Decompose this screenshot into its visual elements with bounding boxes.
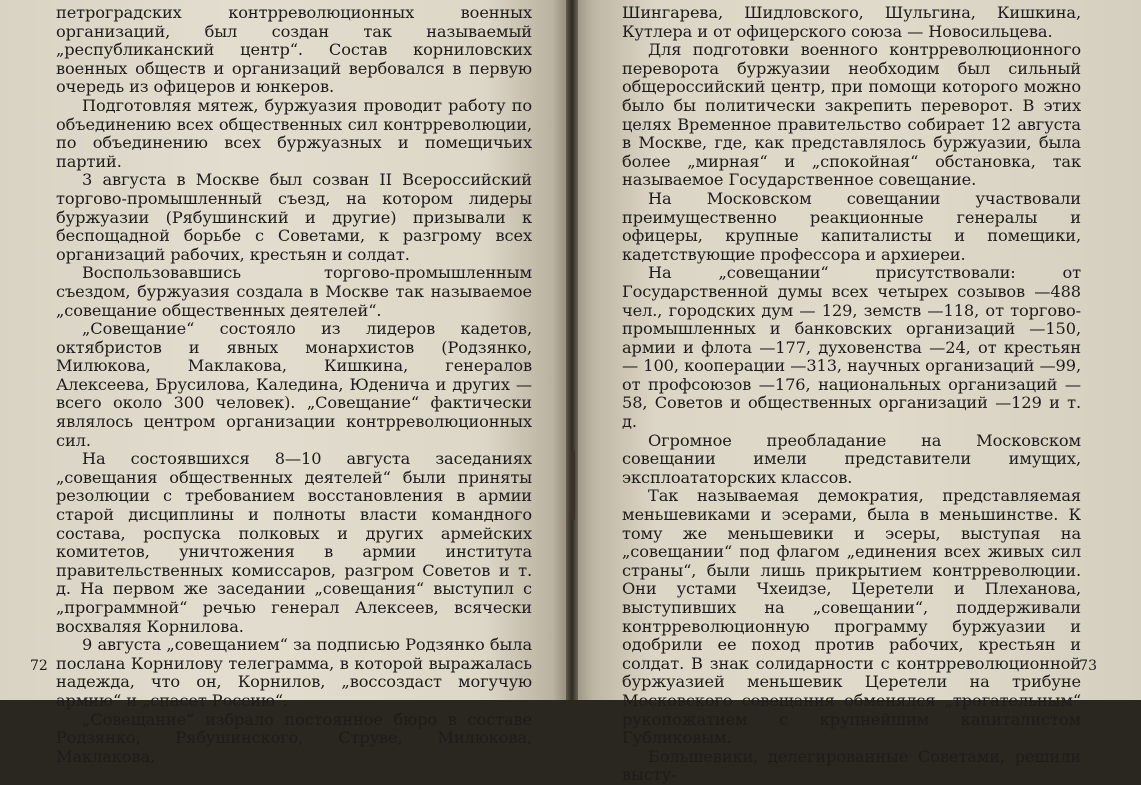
paragraph: Большевики, делегированные Советами, решили высту- [622, 746, 1081, 785]
paragraph: Так называемая демократия, представляемая меньшевиками и эсерами, была в меньшинстве. К тому же меньшевики и эсеры, выступая на „совещании“ под флагом „единения всех живых сил страны“, были лишь прикрытием контрреволюции. Они устами Чхеидзе, Церетели и Плеханова, выступивших на „совещании“, поддерживали контрреволюционную программу буржуазии и одобрили ее поход против рабочих, крестьян и солдат. В знак солидарности с контрреволюционной буржуазией меньшевик Церетели на трибуне Московского совещания обменялся „трогательным“ рукопожатием с крупнейшим капиталистом Губликовым. [622, 486, 1081, 748]
paragraph: Воспользовавшись торгово-промышленным съездом, буржуазия создала в Москве так называемое „совещание общественных деятелей“. [56, 263, 532, 320]
paragraph: петроградских контрреволюционных военных организаций, был создан так называемый „республиканский центр“. Состав корниловских военных обществ и организаций вербовался в первую очередь из офицеров и юнкеров. [56, 3, 532, 97]
left-page [0, 0, 570, 766]
paragraph: На Московском совещании участвовали преимущественно реакционные генералы и офицеры, крупные капиталисты и помещики, кадетствующие профессора и архиереи. [622, 188, 1081, 264]
left-page-text [56, 4, 532, 766]
paragraph: 9 августа „совещанием“ за подписью Родзянко была послана Корнилову телеграмма, в которой выражалась надежда, что он, Корнилов, „воссоздаст могучую армию“ и „спасет Россию“. [56, 635, 532, 710]
paragraph: На „совещании“ присутствовали: от Государственной думы всех четырех созывов —488 чел., городских дум — 129, земств —118, от торгово-промышленных и банковских организаций —150, армии и флота —177, духовенства —24, от крестьян — 100, кооперации —313, научных организаций —99, от профсоюзов —176, национальных организаций —58, Советов и общественных организаций —129 и т. д. [622, 263, 1081, 432]
paragraph: Огромное преобладание на Московском совещании имели представители имущих, эксплоататорских классов. [622, 430, 1081, 487]
paragraph: „Совещание“ избрало постоянное бюро в составе Родзянко, Рябушинского, Струве, Милюкова, Маклакова, [56, 709, 532, 766]
right-page [570, 0, 1141, 785]
paragraph: „Совещание“ состояло из лидеров кадетов, октябристов и явных монархистов (Родзянко, Милюкова, Маклакова, Кишкина, генералов Алексеева, Брусилова, Каледина, Юденича и других — всего около 300 человек). „Совещание“ фактически являлось центром организации контрреволюционных сил. [56, 319, 532, 450]
paragraph: Для подготовки военного контрреволюционного переворота буржуазии необходим был сильный общероссийский центр, при помощи которого можно было бы политически закрепить переворот. В этих целях Временное правительство собирает 12 августа в Москве, где, как представлялось буржуазии, была более „мирная“ и „спокойная“ обстановка, так называемое Государственное совещание. [622, 40, 1081, 190]
page-number-right: 73 [1079, 658, 1097, 674]
binding-stitch [571, 450, 575, 520]
right-page-text [622, 4, 1081, 785]
paragraph: Подготовляя мятеж, буржуазия проводит работу по объединению всех общественных сил контрреволюции, по объединению всех буржуазных и помещичьих партий. [56, 95, 532, 171]
book-gutter [566, 0, 578, 700]
page-number-left: 72 [30, 658, 48, 674]
paragraph: 3 августа в Москве был созван II Всероссийский торгово-промышленный съезд, на котором лидеры буржуазии (Рябушинский и другие) призывали к беспощадной борьбе с Советами, к разгрому всех организаций рабочих, крестьян и солдат. [56, 170, 532, 264]
paragraph: На состоявшихся 8—10 августа заседаниях „совещания общественных деятелей“ были приняты резолюции с требованием восстановления в армии старой дисциплины и полноты власти командного состава, роспуска полковых и других армейских комитетов, уничтожения в армии института правительственных комиссаров, разгром Советов и т. д. На первом же заседании „совещания“ выступил с „программной“ речью генерал Алексеев, всячески восхваляя Корнилова. [56, 449, 532, 636]
paragraph: Шингарева, Шидловского, Шульгина, Кишкина, Кутлера и от офицерского союза — Новосильцева. [622, 3, 1081, 41]
